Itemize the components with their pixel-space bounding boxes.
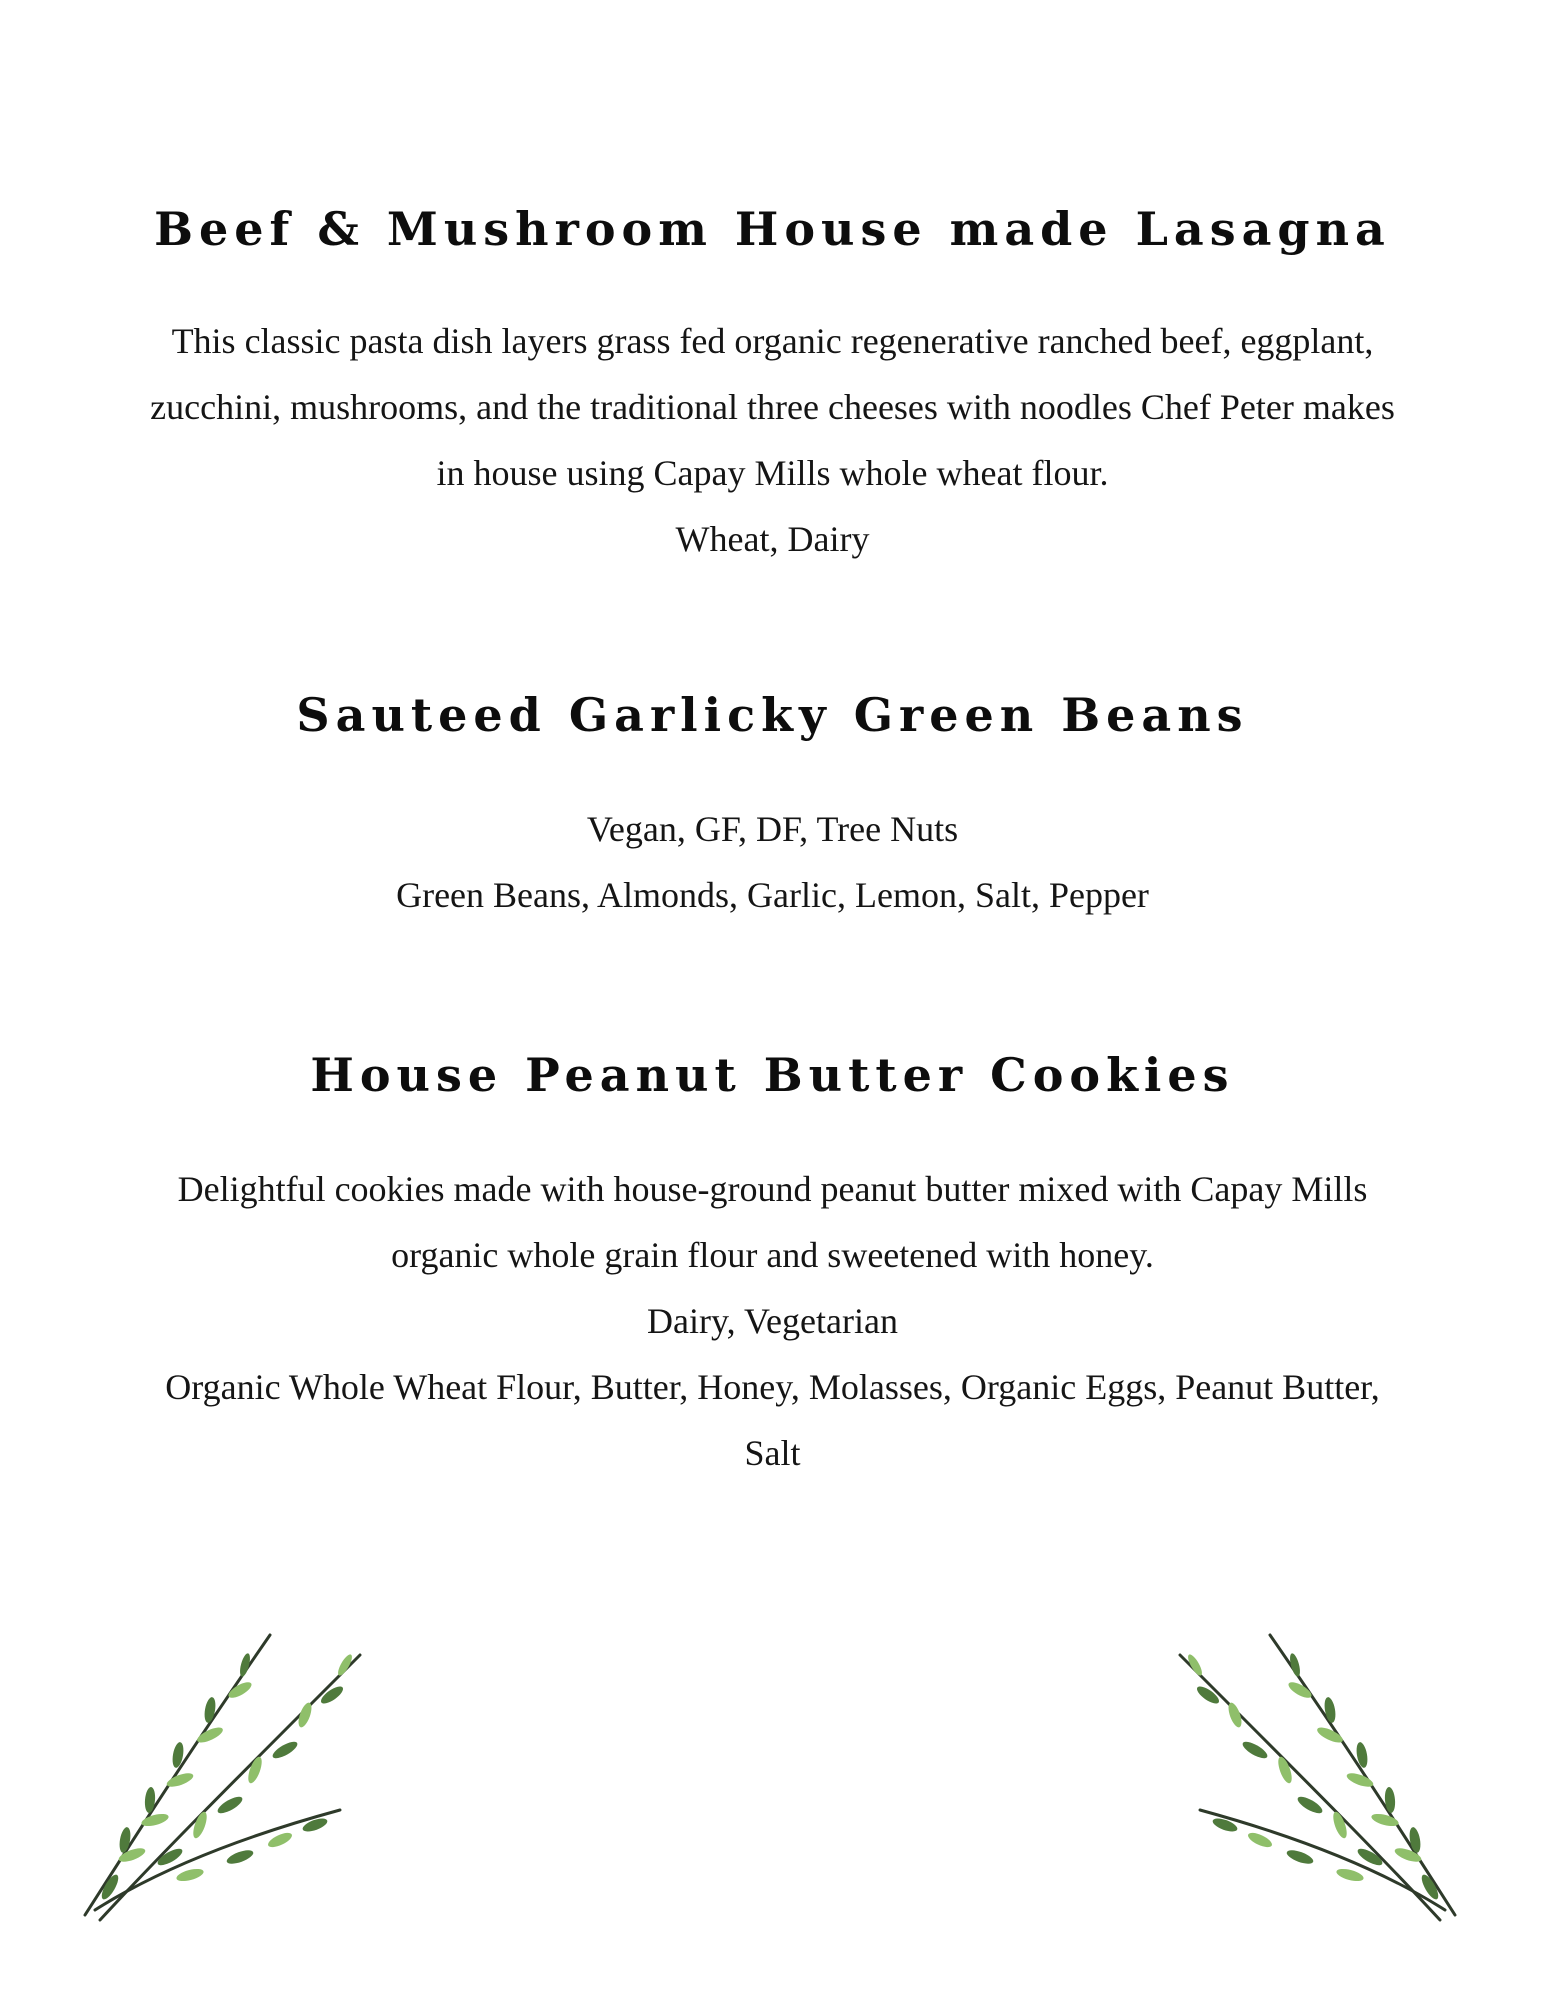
lasagna-line-1: This classic pasta dish layers grass fed organic regenerative ranched beef, eggplant, — [171, 321, 1374, 361]
green-beans-diet: Vegan, GF, DF, Tree Nuts — [586, 809, 959, 849]
cookies-title: House Peanut Butter Cookies — [310, 1048, 1235, 1102]
green-beans-description — [110, 796, 1435, 928]
lasagna-description — [110, 308, 1435, 572]
cookies-description — [110, 1156, 1435, 1486]
lasagna-line-3: in house using Capay Mills whole wheat flour. — [436, 453, 1109, 493]
cookies-diet: Dairy, Vegetarian — [647, 1301, 898, 1341]
cookies-line-2: organic whole grain flour and sweetened with honey. — [391, 1235, 1154, 1275]
left-sprig-leaves — [99, 1652, 355, 1901]
lasagna-allergens: Wheat, Dairy — [675, 519, 870, 559]
right-sprig-leaves — [1186, 1652, 1442, 1901]
left-sprig-stems — [85, 1635, 360, 1920]
lasagna-title: Beef & Mushroom House made Lasagna — [154, 202, 1391, 256]
herb-sprig-icon — [1160, 1625, 1470, 1925]
cookies-ingredients-cont: Salt — [744, 1433, 801, 1473]
green-beans-ingredients: Green Beans, Almonds, Garlic, Lemon, Salt, Pepper — [396, 875, 1149, 915]
herb-sprig-icon — [70, 1625, 380, 1925]
lasagna-line-2: zucchini, mushrooms, and the traditional three cheeses with noodles Chef Peter makes — [150, 387, 1395, 427]
cookies-ingredients: Organic Whole Wheat Flour, Butter, Honey, Molasses, Organic Eggs, Peanut Butter, — [165, 1367, 1380, 1407]
green-beans-title: Sauteed Garlicky Green Beans — [296, 688, 1249, 742]
cookies-line-1: Delightful cookies made with house-ground peanut butter mixed with Capay Mills — [177, 1169, 1368, 1209]
right-sprig-stems — [1180, 1635, 1455, 1920]
